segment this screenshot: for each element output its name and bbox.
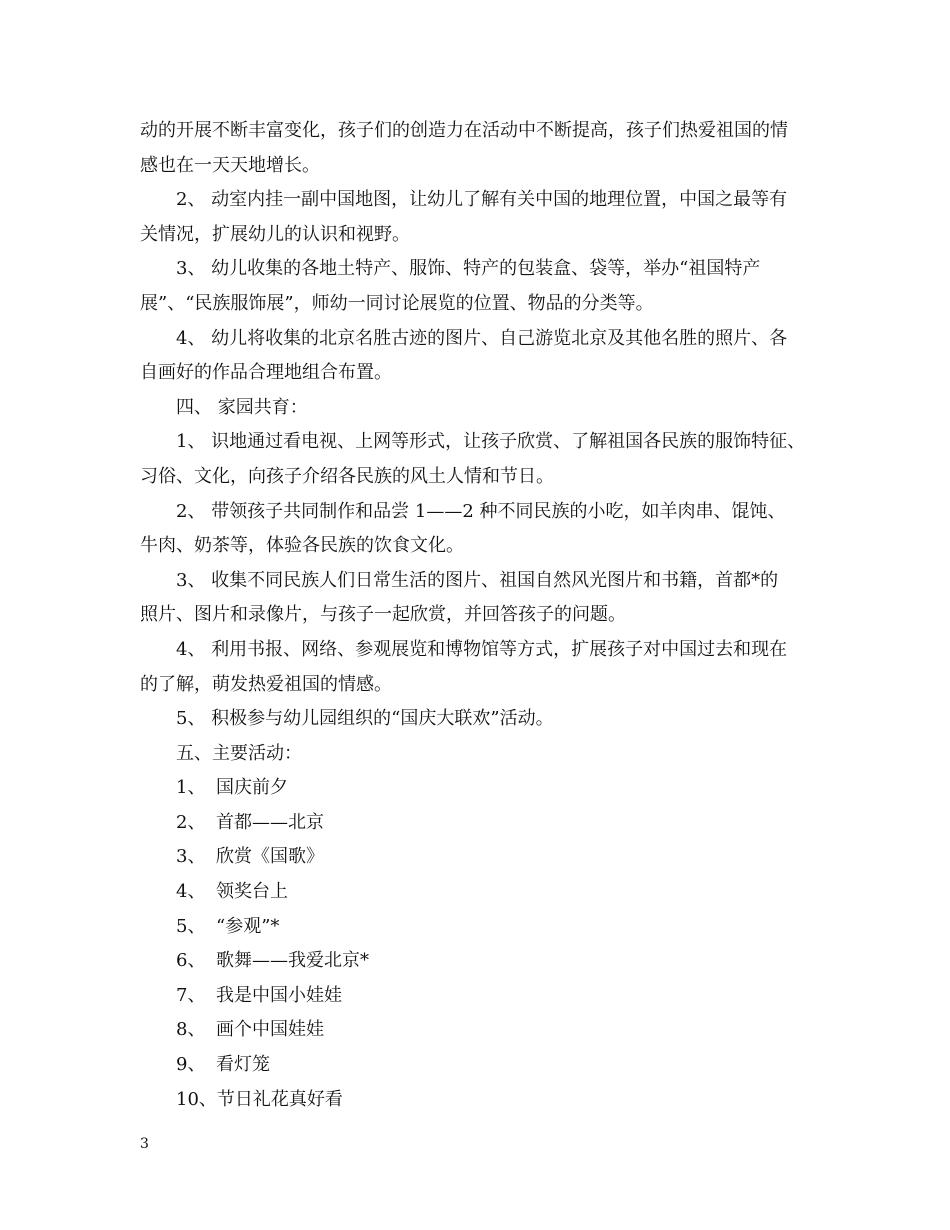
list-item-number: 9、 bbox=[176, 1054, 206, 1076]
list-item bbox=[140, 1083, 820, 1118]
paragraph-line: 1、 识地通过看电视、上网等形式，让孩子欣赏、了解祖国各民族的服饰特征、 bbox=[176, 431, 806, 453]
paragraph-line: 3、 幼儿收集的各地土特产、服饰、特产的包装盒、袋等，举办“祖国特产 bbox=[176, 258, 761, 280]
list-item-number: 4、 bbox=[176, 881, 206, 903]
list-item-text: 节日礼花真好看 bbox=[216, 1088, 343, 1110]
list-item bbox=[140, 806, 820, 841]
list-item-number: 3、 bbox=[176, 846, 206, 868]
list-item-text: 歌舞——我爱北京* bbox=[216, 950, 369, 972]
page-number: 3 bbox=[140, 1136, 149, 1152]
list-item-text: 国庆前夕 bbox=[216, 777, 288, 799]
paragraphs bbox=[140, 114, 820, 771]
list-item-text: 领奖台上 bbox=[216, 881, 288, 903]
list-item bbox=[140, 979, 820, 1014]
activity-list bbox=[140, 771, 820, 1117]
paragraph-line: 2、 动室内挂一副中国地图，让幼儿了解有关中国的地理位置，中国之最等有 bbox=[176, 189, 788, 211]
paragraph-line: 2、 带领孩子共同制作和品尝 1——2 种不同民族的小吃，如羊肉串、馄饨、 bbox=[176, 500, 786, 522]
list-item-number: 6、 bbox=[176, 950, 206, 972]
paragraph-line: 自画好的作品合理地组合布置。 bbox=[140, 362, 392, 384]
list-item-number: 2、 bbox=[176, 811, 206, 833]
list-item bbox=[140, 910, 820, 945]
list-item bbox=[140, 944, 820, 979]
list-item bbox=[140, 875, 820, 910]
list-item bbox=[140, 1048, 820, 1083]
paragraph-line: 关情况，扩展幼儿的认识和视野。 bbox=[140, 223, 410, 245]
list-item-number: 5、 bbox=[176, 915, 206, 937]
list-item bbox=[140, 1013, 820, 1048]
list-item-text: 我是中国小娃娃 bbox=[216, 984, 342, 1006]
paragraph-line: 动的开展不断丰富变化，孩子们的创造力在活动中不断提高，孩子们热爱祖国的情 bbox=[140, 120, 788, 141]
paragraph-line: 的了解，萌发热爱祖国的情感。 bbox=[140, 673, 392, 695]
paragraph-line: 五、主要活动： bbox=[176, 742, 302, 764]
paragraph-line: 四、 家园共育： bbox=[176, 396, 308, 418]
list-item-number: 1、 bbox=[176, 777, 206, 799]
list-item-text: 看灯笼 bbox=[216, 1054, 270, 1076]
paragraph-line: 展”、“民族服饰展”，师幼一同讨论展览的位置、物品的分类等。 bbox=[140, 292, 654, 314]
list-item bbox=[140, 771, 820, 806]
paragraph-line: 习俗、文化，向孩子介绍各民族的风土人情和节日。 bbox=[140, 465, 554, 487]
list-item-number: 8、 bbox=[176, 1019, 206, 1041]
list-item-text: 欣赏《国歌》 bbox=[216, 846, 324, 868]
list-item-number: 7、 bbox=[176, 984, 206, 1006]
paragraph-line: 4、 利用书报、网络、参观展览和博物馆等方式，扩展孩子对中国过去和现在 bbox=[176, 638, 788, 660]
paragraph-line: 3、 收集不同民族人们日常生活的图片、祖国自然风光图片和书籍，首都*的 bbox=[176, 569, 779, 591]
paragraph-line: 4、 幼儿将收集的北京名胜古迹的图片、自己游览北京及其他名胜的照片、各 bbox=[176, 327, 788, 349]
list-item-text: “参观”* bbox=[216, 915, 280, 937]
paragraph-line: 牛肉、奶茶等，体验各民族的饮食文化。 bbox=[140, 535, 464, 557]
document-body bbox=[140, 114, 820, 1117]
list-item bbox=[140, 840, 820, 875]
paragraph-line: 感也在一天天地增长。 bbox=[140, 154, 320, 176]
list-item-text: 画个中国娃娃 bbox=[216, 1019, 324, 1041]
paragraph-line: 5、 积极参与幼儿园组织的“国庆大联欢”活动。 bbox=[176, 708, 554, 730]
list-item-text: 首都——北京 bbox=[216, 811, 324, 833]
list-item-number: 10、 bbox=[176, 1088, 217, 1110]
paragraph-line: 照片、图片和录像片，与孩子一起欣赏，并回答孩子的问题。 bbox=[140, 604, 626, 626]
